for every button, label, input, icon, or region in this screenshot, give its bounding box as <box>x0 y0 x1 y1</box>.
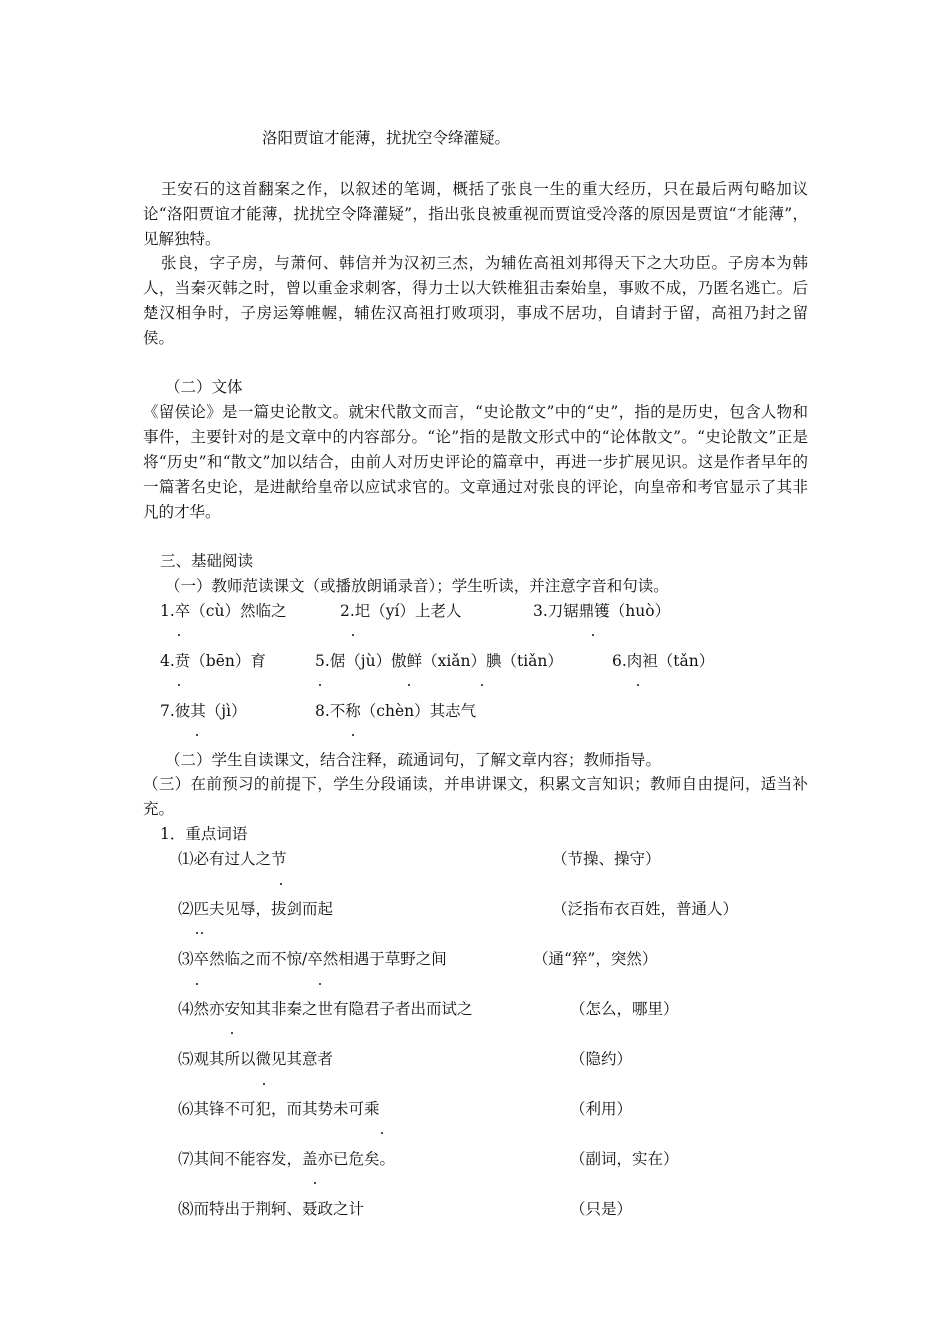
pron-item: 5.倨（jù）傲鲜（xiǎn）腆（tiǎn） <box>315 652 563 670</box>
vocab-sentence: ⑷然亦安知其非秦之世有隐君子者出而试之 <box>178 1000 473 1018</box>
vocab-gloss: （节操、操守） <box>552 850 661 868</box>
emphasis-dot <box>319 684 321 686</box>
vocab-gloss: （怎么，哪里） <box>570 1000 679 1018</box>
vocab-sentence: ⑵匹夫见辱，拔剑而起 <box>178 900 334 918</box>
vocab-gloss: （利用） <box>570 1100 633 1118</box>
emphasis-dot <box>481 684 483 686</box>
emphasis-dot <box>314 1182 316 1184</box>
emphasis-dot <box>637 684 639 686</box>
emphasis-dot <box>280 883 282 885</box>
paragraph-wenti: 《留侯论》是一篇史论散文。就宋代散文而言，“史论散文”中的“史”，指的是历史，包含人物和事件，主要针对的是文章中的内容部分。“论”指的是散文形式中的“论体散文”。“史论散文”正是将“历史”和“散文”加以结合，由前人对历史评论的篇章中，再进一步扩展见识。这是作者早年的一篇著名史论，是进献给皇帝以应试求官的。文章通过对张良的评论，向皇帝和考官显示了其非凡的才华。 <box>143 403 808 521</box>
vocab-sentence: ⑸观其所以微见其意者 <box>178 1050 334 1068</box>
vocab-sentence: ⑺其间不能容发，盖亦已危矣。 <box>178 1150 396 1168</box>
emphasis-dot <box>352 634 354 636</box>
vocab-sentence: ⑴必有过人之节 <box>178 850 287 868</box>
emphasis-dot <box>381 1132 383 1134</box>
emphasis-dot <box>178 684 180 686</box>
emphasis-dot <box>408 684 410 686</box>
vocab-gloss: （副词，实在） <box>570 1150 679 1168</box>
paragraph-zhang-liang: 张良，字子房，与萧何、韩信并为汉初三杰，为辅佐高祖刘邦得天下之大功臣。子房本为韩人，当秦灭韩之时，曾以重金求刺客，得力士以大铁椎狙击秦始皇，事败不成，乃匿名逃亡。后楚汉相争时，子房运筹帷幄，辅佐汉高祖打败项羽，事成不居功，自请封于留，高祖乃封之留侯。 <box>143 254 808 347</box>
emphasis-dot <box>231 1032 233 1034</box>
emphasis-dot <box>196 932 198 934</box>
pron-item: 2.圯（yí）上老人 <box>340 602 462 620</box>
vocab-gloss: （只是） <box>570 1200 633 1218</box>
pron-item: 3.刀锯鼎镬（huò） <box>533 602 671 620</box>
vocab-sentence: ⑶卒然临之而不惊/卒然相遇于草野之间 <box>178 950 447 968</box>
vocab-gloss: （通“猝”，突然） <box>533 950 658 968</box>
paragraph-wang-anshi: 王安石的这首翻案之作，以叙述的笔调，概括了张良一生的重大经历，只在最后两句略加议论“洛阳贾谊才能薄，扰扰空令降灌疑”，指出张良被重视而贾谊受冷落的原因是贾谊“才能薄”，见解独特。 <box>143 180 808 248</box>
emphasis-dot <box>352 734 354 736</box>
emphasis-dot <box>196 734 198 736</box>
emphasis-dot <box>592 634 594 636</box>
heading-wenti: （二）文体 <box>165 378 243 396</box>
emphasis-dot <box>201 932 203 934</box>
poem-line: 洛阳贾谊才能薄，扰扰空令绛灌疑。 <box>262 129 511 147</box>
pron-item: 8.不称（chèn）其志气 <box>315 702 477 720</box>
step-1: （一）教师范读课文（或播放朗诵录音）；学生听读，并注意字音和句读。 <box>165 577 669 595</box>
vocab-sentence: ⑻而特出于荆轲、聂政之计 <box>178 1200 365 1218</box>
pron-item: 6.肉袒（tǎn） <box>612 652 715 670</box>
pron-item: 7.彼其（jì） <box>160 702 247 720</box>
vocab-heading: 1．重点词语 <box>160 825 248 843</box>
emphasis-dot <box>196 983 198 985</box>
step-3: （三）在前预习的前提下，学生分段诵读，并串讲课文，积累文言知识；教师自由提问，适当补充。 <box>143 775 808 818</box>
vocab-gloss: （泛指布衣百姓，普通人） <box>552 900 739 918</box>
pron-item: 4.贲（bēn）育 <box>160 652 266 670</box>
emphasis-dot <box>319 983 321 985</box>
pron-item: 1.卒（cù）然临之 <box>160 602 287 620</box>
heading-basic-reading: 三、基础阅读 <box>160 552 254 570</box>
vocab-sentence: ⑹其锋不可犯，而其势未可乘 <box>178 1100 380 1118</box>
emphasis-dot <box>263 1083 265 1085</box>
emphasis-dot <box>178 634 180 636</box>
vocab-gloss: （隐约） <box>570 1050 633 1068</box>
step-2: （二）学生自读课文，结合注释，疏通词句，了解文章内容；教师指导。 <box>165 751 662 769</box>
